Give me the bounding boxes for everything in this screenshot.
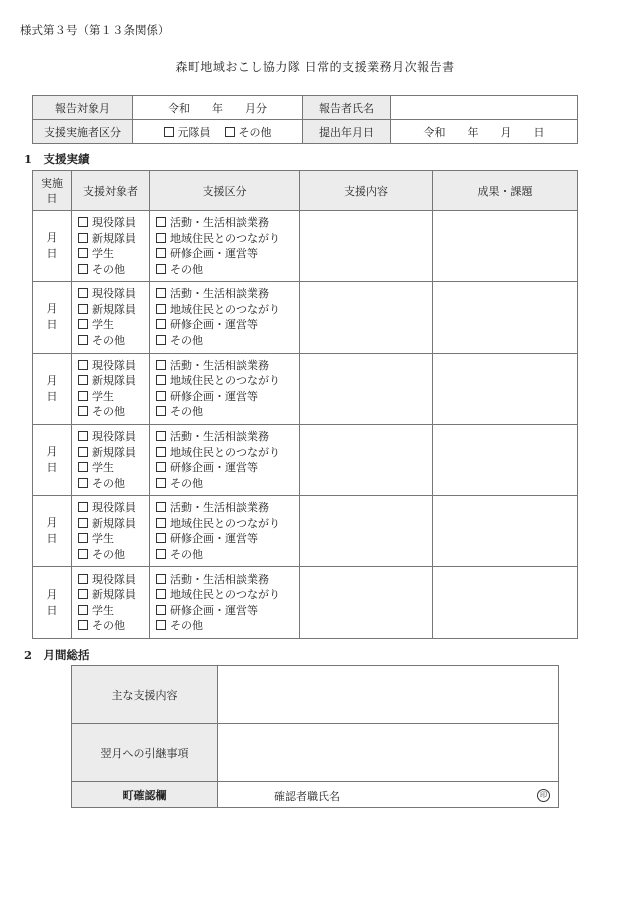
target-option-label: その他 bbox=[92, 547, 125, 561]
checkbox-icon bbox=[156, 533, 166, 543]
checkbox-icon bbox=[156, 447, 166, 457]
reporter-label: 報告者氏名 bbox=[303, 96, 391, 120]
category-option-label: その他 bbox=[170, 405, 203, 419]
checkbox-icon bbox=[225, 127, 235, 137]
target-cell bbox=[72, 567, 150, 638]
category-option-label: 活動・生活相談業務 bbox=[170, 216, 269, 230]
section1-heading: 1 支援実績 bbox=[24, 152, 90, 166]
checkbox-icon bbox=[156, 620, 166, 630]
category-cell bbox=[150, 567, 300, 638]
period-field[interactable]: 令和 年 月分 bbox=[133, 96, 303, 120]
category-option-label: 地域住民とのつながり bbox=[170, 231, 280, 245]
checkbox-icon bbox=[78, 574, 88, 584]
checkbox-icon bbox=[156, 478, 166, 488]
date-day-label: 日 bbox=[46, 389, 58, 403]
target-option-label: その他 bbox=[92, 333, 125, 347]
date-month-label: 月 bbox=[46, 231, 58, 245]
target-checkbox[interactable] bbox=[78, 603, 149, 619]
checkbox-icon bbox=[156, 217, 166, 227]
category-checkbox[interactable] bbox=[156, 231, 299, 247]
category-cell bbox=[150, 496, 300, 567]
date-cell[interactable] bbox=[33, 211, 72, 282]
category-cell bbox=[150, 211, 300, 282]
checkbox-icon bbox=[156, 360, 166, 370]
checkbox-icon bbox=[156, 248, 166, 258]
category-option-label: 研修企画・運営等 bbox=[170, 247, 258, 261]
category-checkbox[interactable] bbox=[156, 317, 299, 333]
category-option-label: 研修企画・運営等 bbox=[170, 461, 258, 475]
category-option-label: 地域住民とのつながり bbox=[170, 588, 280, 602]
main-support-label: 主な支援内容 bbox=[72, 666, 218, 724]
support-content-field[interactable] bbox=[300, 211, 433, 282]
checkbox-icon bbox=[156, 335, 166, 345]
target-checkbox[interactable] bbox=[78, 231, 149, 247]
target-checkbox[interactable] bbox=[78, 302, 149, 318]
target-cell bbox=[72, 282, 150, 353]
target-option-label: 現役隊員 bbox=[92, 287, 136, 301]
date-day-label: 日 bbox=[46, 532, 58, 546]
target-option-label: 新規隊員 bbox=[92, 588, 136, 602]
table-row bbox=[33, 424, 578, 495]
support-content-field[interactable] bbox=[300, 353, 433, 424]
target-option-label: 新規隊員 bbox=[92, 302, 136, 316]
date-day-label: 日 bbox=[46, 603, 58, 617]
category-option-label: その他 bbox=[170, 619, 203, 633]
checkbox-icon bbox=[156, 502, 166, 512]
category-option-label: 活動・生活相談業務 bbox=[170, 358, 269, 372]
target-checkbox[interactable] bbox=[78, 476, 149, 492]
date-cell[interactable] bbox=[33, 282, 72, 353]
category-option-label: 地域住民とのつながり bbox=[170, 374, 280, 388]
checkbox-icon bbox=[78, 264, 88, 274]
checkbox-icon bbox=[78, 375, 88, 385]
target-checkbox[interactable] bbox=[78, 286, 149, 302]
target-option-label: 現役隊員 bbox=[92, 501, 136, 515]
checkbox-icon bbox=[156, 589, 166, 599]
target-option-label: その他 bbox=[92, 476, 125, 490]
implementer-label: 支援実施者区分 bbox=[33, 120, 133, 144]
category-option-label: その他 bbox=[170, 333, 203, 347]
category-checkbox[interactable] bbox=[156, 302, 299, 318]
support-content-field[interactable] bbox=[300, 282, 433, 353]
handover-field[interactable] bbox=[218, 724, 559, 782]
checkbox-icon bbox=[156, 375, 166, 385]
target-option-label: 学生 bbox=[92, 247, 114, 261]
target-checkbox[interactable] bbox=[78, 404, 149, 420]
category-checkbox[interactable] bbox=[156, 531, 299, 547]
period-label: 報告対象月 bbox=[33, 96, 133, 120]
category-checkbox[interactable] bbox=[156, 618, 299, 634]
category-checkbox[interactable] bbox=[156, 333, 299, 349]
support-content-field[interactable] bbox=[300, 424, 433, 495]
date-cell[interactable] bbox=[33, 567, 72, 638]
result-field[interactable] bbox=[433, 282, 578, 353]
checkbox-icon bbox=[78, 406, 88, 416]
result-field[interactable] bbox=[433, 211, 578, 282]
col-header-category: 支援区分 bbox=[150, 171, 300, 211]
category-option-label: 活動・生活相談業務 bbox=[170, 430, 269, 444]
main-support-field[interactable] bbox=[218, 666, 559, 724]
summary-table bbox=[71, 665, 559, 808]
category-checkbox[interactable] bbox=[156, 358, 299, 374]
checkbox-icon bbox=[78, 391, 88, 401]
target-option-label: 現役隊員 bbox=[92, 358, 136, 372]
category-checkbox[interactable] bbox=[156, 587, 299, 603]
target-option-label: 現役隊員 bbox=[92, 216, 136, 230]
target-option-label: 新規隊員 bbox=[92, 231, 136, 245]
category-checkbox[interactable] bbox=[156, 215, 299, 231]
date-month-label: 月 bbox=[46, 302, 58, 316]
date-day-label: 日 bbox=[46, 461, 58, 475]
checkbox-icon bbox=[156, 518, 166, 528]
date-month-label: 月 bbox=[46, 516, 58, 530]
date-month-label: 月 bbox=[46, 445, 58, 459]
checkbox-icon bbox=[78, 233, 88, 243]
checkbox-icon bbox=[78, 605, 88, 615]
table-row bbox=[33, 353, 578, 424]
category-cell bbox=[150, 424, 300, 495]
target-cell bbox=[72, 211, 150, 282]
category-option-label: その他 bbox=[170, 476, 203, 490]
target-checkbox[interactable] bbox=[78, 547, 149, 563]
category-option-label: 研修企画・運営等 bbox=[170, 389, 258, 403]
submit-date-field[interactable]: 令和 年 月 日 bbox=[391, 120, 578, 144]
target-option-label: 新規隊員 bbox=[92, 445, 136, 459]
checkbox-icon bbox=[156, 574, 166, 584]
target-checkbox[interactable] bbox=[78, 572, 149, 588]
target-option-label: 新規隊員 bbox=[92, 374, 136, 388]
target-checkbox[interactable] bbox=[78, 429, 149, 445]
checkbox-icon bbox=[156, 264, 166, 274]
date-day-label: 日 bbox=[46, 318, 58, 332]
target-option-label: 学生 bbox=[92, 461, 114, 475]
checkbox-icon bbox=[156, 304, 166, 314]
category-option-label: 活動・生活相談業務 bbox=[170, 572, 269, 586]
implementer-checkbox-other[interactable]: その他 bbox=[225, 126, 272, 139]
checkbox-icon bbox=[78, 304, 88, 314]
target-option-label: その他 bbox=[92, 405, 125, 419]
category-checkbox[interactable] bbox=[156, 429, 299, 445]
category-option-label: 地域住民とのつながり bbox=[170, 516, 280, 530]
target-cell bbox=[72, 496, 150, 567]
category-checkbox[interactable] bbox=[156, 404, 299, 420]
checkbox-icon bbox=[164, 127, 174, 137]
target-option-label: 新規隊員 bbox=[92, 516, 136, 530]
category-cell bbox=[150, 282, 300, 353]
checkbox-icon bbox=[78, 360, 88, 370]
target-option-label: 学生 bbox=[92, 389, 114, 403]
category-option-label: 地域住民とのつながり bbox=[170, 445, 280, 459]
target-checkbox[interactable] bbox=[78, 333, 149, 349]
category-checkbox[interactable] bbox=[156, 547, 299, 563]
date-day-label: 日 bbox=[46, 247, 58, 261]
category-checkbox[interactable] bbox=[156, 500, 299, 516]
record-rows bbox=[33, 211, 578, 639]
target-checkbox[interactable] bbox=[78, 246, 149, 262]
checkbox-icon bbox=[78, 589, 88, 599]
checkbox-icon bbox=[78, 319, 88, 329]
date-month-label: 月 bbox=[46, 373, 58, 387]
checkbox-icon bbox=[156, 605, 166, 615]
checkbox-icon bbox=[156, 462, 166, 472]
category-option-label: 研修企画・運営等 bbox=[170, 318, 258, 332]
confirmer-label: 確認者職氏名 bbox=[274, 789, 340, 803]
reporter-name-field[interactable] bbox=[391, 96, 578, 120]
category-cell bbox=[150, 353, 300, 424]
target-option-label: 現役隊員 bbox=[92, 572, 136, 586]
support-record-table bbox=[32, 170, 578, 639]
handover-label: 翌月への引継事項 bbox=[72, 724, 218, 782]
checkbox-icon bbox=[78, 335, 88, 345]
target-checkbox[interactable] bbox=[78, 215, 149, 231]
col-header-result: 成果・課題 bbox=[433, 171, 578, 211]
col-header-target: 支援対象者 bbox=[72, 171, 150, 211]
category-option-label: その他 bbox=[170, 547, 203, 561]
support-content-field[interactable] bbox=[300, 496, 433, 567]
target-checkbox[interactable] bbox=[78, 373, 149, 389]
target-checkbox[interactable] bbox=[78, 531, 149, 547]
category-checkbox[interactable] bbox=[156, 476, 299, 492]
date-cell[interactable] bbox=[33, 424, 72, 495]
category-option-label: 研修企画・運営等 bbox=[170, 603, 258, 617]
category-checkbox[interactable] bbox=[156, 445, 299, 461]
checkbox-icon bbox=[78, 431, 88, 441]
target-option-label: 学生 bbox=[92, 603, 114, 617]
submit-date-label: 提出年月日 bbox=[303, 120, 391, 144]
table-row bbox=[33, 496, 578, 567]
date-month-label: 月 bbox=[46, 587, 58, 601]
target-option-label: 学生 bbox=[92, 318, 114, 332]
checkbox-icon bbox=[78, 217, 88, 227]
form-number: 様式第３号（第１３条関係） bbox=[20, 23, 170, 37]
checkbox-icon bbox=[78, 620, 88, 630]
target-checkbox[interactable] bbox=[78, 587, 149, 603]
target-checkbox[interactable] bbox=[78, 317, 149, 333]
target-checkbox[interactable] bbox=[78, 618, 149, 634]
checkbox-icon bbox=[156, 288, 166, 298]
checkbox-icon bbox=[78, 502, 88, 512]
category-option-label: 活動・生活相談業務 bbox=[170, 501, 269, 515]
implementer-checkbox-former[interactable]: 元隊員 bbox=[164, 126, 211, 139]
checkbox-icon bbox=[156, 549, 166, 559]
date-cell[interactable] bbox=[33, 496, 72, 567]
result-field[interactable] bbox=[433, 424, 578, 495]
category-checkbox[interactable] bbox=[156, 246, 299, 262]
category-checkbox[interactable] bbox=[156, 516, 299, 532]
checkbox-icon bbox=[78, 248, 88, 258]
target-checkbox[interactable] bbox=[78, 500, 149, 516]
target-checkbox[interactable] bbox=[78, 389, 149, 405]
checkbox-icon bbox=[78, 478, 88, 488]
category-option-label: 地域住民とのつながり bbox=[170, 302, 280, 316]
target-option-label: その他 bbox=[92, 262, 125, 276]
checkbox-icon bbox=[78, 462, 88, 472]
table-header-row bbox=[33, 171, 578, 211]
category-checkbox[interactable] bbox=[156, 389, 299, 405]
implementer-options bbox=[133, 120, 303, 144]
target-option-label: その他 bbox=[92, 619, 125, 633]
target-checkbox[interactable] bbox=[78, 445, 149, 461]
checkbox-icon bbox=[78, 549, 88, 559]
support-content-field[interactable] bbox=[300, 567, 433, 638]
confirmer-field[interactable] bbox=[218, 782, 559, 808]
category-checkbox[interactable] bbox=[156, 603, 299, 619]
checkbox-icon bbox=[78, 518, 88, 528]
checkbox-icon bbox=[156, 391, 166, 401]
checkbox-icon bbox=[78, 447, 88, 457]
table-row bbox=[33, 567, 578, 638]
result-field[interactable] bbox=[433, 353, 578, 424]
header-table bbox=[32, 95, 578, 144]
date-cell[interactable] bbox=[33, 353, 72, 424]
checkbox-icon bbox=[78, 533, 88, 543]
table-row bbox=[33, 282, 578, 353]
category-option-label: 活動・生活相談業務 bbox=[170, 287, 269, 301]
category-checkbox[interactable] bbox=[156, 460, 299, 476]
category-checkbox[interactable] bbox=[156, 262, 299, 278]
target-checkbox[interactable] bbox=[78, 516, 149, 532]
col-header-content: 支援内容 bbox=[300, 171, 433, 211]
category-option-label: 研修企画・運営等 bbox=[170, 532, 258, 546]
category-checkbox[interactable] bbox=[156, 373, 299, 389]
table-row bbox=[33, 211, 578, 282]
category-checkbox[interactable] bbox=[156, 286, 299, 302]
document-title: 森町地域おこし協力隊 日常的支援業務月次報告書 bbox=[175, 60, 455, 74]
checkbox-icon bbox=[156, 406, 166, 416]
target-option-label: 学生 bbox=[92, 532, 114, 546]
col-header-date: 実施 日 bbox=[33, 171, 72, 211]
checkbox-icon bbox=[156, 431, 166, 441]
result-field[interactable] bbox=[433, 567, 578, 638]
target-option-label: 現役隊員 bbox=[92, 430, 136, 444]
checkbox-icon bbox=[156, 319, 166, 329]
target-checkbox[interactable] bbox=[78, 262, 149, 278]
town-confirm-label: 町確認欄 bbox=[72, 782, 218, 808]
result-field[interactable] bbox=[433, 496, 578, 567]
target-cell bbox=[72, 424, 150, 495]
section2-heading: 2 月間総括 bbox=[24, 648, 90, 662]
target-checkbox[interactable] bbox=[78, 358, 149, 374]
checkbox-icon bbox=[78, 288, 88, 298]
target-cell bbox=[72, 353, 150, 424]
category-option-label: その他 bbox=[170, 262, 203, 276]
seal-icon: 印 bbox=[537, 789, 550, 802]
target-checkbox[interactable] bbox=[78, 460, 149, 476]
checkbox-icon bbox=[156, 233, 166, 243]
category-checkbox[interactable] bbox=[156, 572, 299, 588]
